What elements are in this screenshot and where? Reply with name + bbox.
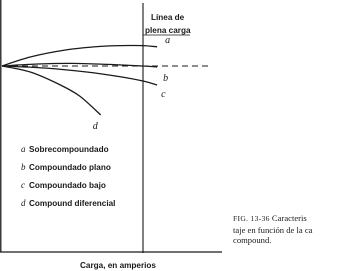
curve-label-b: b [163,73,169,84]
caption-line-1-text: Caracteris [271,213,307,223]
legend-text-c: Compoundado bajo [29,181,106,190]
curve-label-d: d [92,121,98,132]
caption-line-3: compound. [233,235,272,246]
caption-fig-number: FIG. 13-36 [233,214,270,223]
curve-label-c: c [161,89,166,100]
legend-letter-c: c [21,180,25,190]
legend-letter-d: d [21,198,26,208]
legend [21,144,115,208]
legend-text-d: Compound diferencial [29,199,116,208]
legend-letter-b: b [21,162,26,172]
x-axis-label: Carga, en amperios [80,261,156,270]
legend-letter-a: a [21,144,26,154]
caption-line-2: taje en función de la ca [233,224,313,235]
legend-text-b: Compoundado plano [29,163,111,172]
figure-caption [233,213,355,246]
full-load-annotation-line2: plena carga [145,26,191,35]
legend-text-a: Sobrecompoundado [29,145,109,154]
full-load-annotation-line1: Línea de [151,13,185,22]
curve-c [2,66,157,85]
curve-label-a: a [165,34,171,46]
curve-d [2,66,101,115]
caption-line-1 [233,213,355,225]
